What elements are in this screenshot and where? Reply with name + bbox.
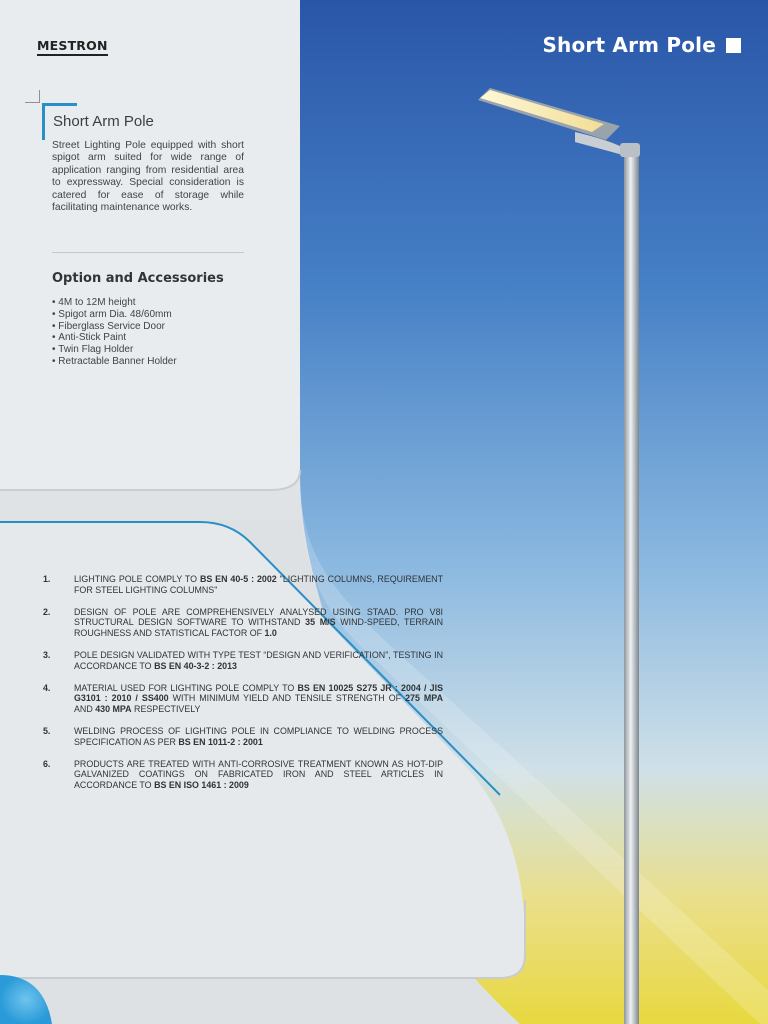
spec-item xyxy=(43,650,443,672)
crop-mark xyxy=(25,90,40,103)
spec-text xyxy=(74,683,443,715)
options-heading: Option and Accessories xyxy=(52,271,224,286)
spec-number: 2. xyxy=(43,606,51,617)
spec-text-segment: PRODUCTS ARE TREATED WITH ANTI-CORROSIVE TREATMENT KNOWN AS HOT-DIP GALVANIZED COATINGS ON FABRICATED IRON AND STEEL ARTICLES IN ACCORDANCE TO xyxy=(74,758,443,791)
square-icon xyxy=(726,38,741,53)
option-item: • Spigot arm Dia. 48/60mm xyxy=(52,309,177,321)
spec-number: 5. xyxy=(43,725,51,736)
spec-text-segment: DESIGN OF POLE ARE COMPREHENSIVELY ANALYSED USING STAAD. PRO V8I STRUCTURAL DESIGN SOFTWARE TO WITHSTAND xyxy=(74,606,443,628)
spec-text-segment: LIGHTING POLE COMPLY TO xyxy=(74,574,200,584)
spec-number: 1. xyxy=(43,574,51,584)
spec-text-segment: MATERIAL USED FOR LIGHTING POLE COMPLY TO xyxy=(74,682,298,693)
spec-item xyxy=(43,574,443,596)
spec-text xyxy=(74,574,443,596)
spec-text-segment: "LIGHTING COLUMNS, REQUIREMENT FOR STEEL LIGHTING COLUMNS" xyxy=(74,574,443,595)
spec-text-segment: WITH MINIMUM YIELD AND TENSILE STRENGTH OF xyxy=(168,693,406,704)
spec-text-segment: WIND-SPEED, TERRAIN ROUGHNESS AND STATISTICAL FACTOR OF xyxy=(74,617,443,639)
option-item: • Twin Flag Holder xyxy=(52,344,177,356)
spec-text-segment: AND xyxy=(74,704,96,715)
spec-item xyxy=(43,607,443,639)
spec-text-segment: RESPECTIVELY xyxy=(131,704,201,715)
spec-standard: 275 MPA xyxy=(405,693,443,704)
spec-text xyxy=(74,759,443,791)
spec-number: 6. xyxy=(43,758,51,769)
spec-number: 4. xyxy=(43,682,51,693)
option-item: • Anti-Stick Paint xyxy=(52,332,177,344)
spec-text-segment: POLE DESIGN VALIDATED WITH TYPE TEST “DESIGN AND VERIFICATION”, TESTING IN ACCORDANCE TO xyxy=(74,649,443,671)
spec-item xyxy=(43,683,443,715)
product-title: Short Arm Pole xyxy=(53,113,154,130)
spec-standard: BS EN 40-3-2 : 2013 xyxy=(154,660,237,671)
page-header xyxy=(542,33,741,57)
spec-text xyxy=(74,726,443,748)
brand-logo: MESTRON xyxy=(37,38,108,56)
option-item: • Fiberglass Service Door xyxy=(52,321,177,333)
spec-item xyxy=(43,726,443,748)
spec-standard: BS EN 40-5 : 2002 xyxy=(199,574,277,584)
spec-number: 3. xyxy=(43,649,51,660)
spec-text-segment: WELDING PROCESS OF LIGHTING POLE IN COMPLIANCE TO WELDING PROCESS SPECIFICATION AS PER xyxy=(74,725,443,747)
product-description: Street Lighting Pole equipped with short spigot arm suited for wide range of application ranging from residential area to expressway. Special consideration is catered for ease of storage while facilitating maintenance works. xyxy=(52,140,244,214)
section-divider xyxy=(52,252,244,253)
option-item: • 4M to 12M height xyxy=(52,297,177,309)
spec-text xyxy=(74,607,443,639)
spec-standard: BS EN 10025 S275 JR : 2004 / JIS G3101 : 2010 / SS400 xyxy=(74,682,443,704)
spec-standard: 430 MPA xyxy=(95,704,132,715)
option-item: • Retractable Banner Holder xyxy=(52,356,177,368)
options-list xyxy=(52,297,177,368)
spec-standard: 1.0 xyxy=(264,628,277,639)
spec-standard: BS EN ISO 1461 : 2009 xyxy=(154,780,249,791)
specification-list xyxy=(43,574,443,802)
spec-item xyxy=(43,759,443,791)
spec-text xyxy=(74,650,443,672)
spec-standard: 35 M/S xyxy=(305,617,336,628)
page-header-title: Short Arm Pole xyxy=(542,33,716,57)
spec-standard: BS EN 1011-2 : 2001 xyxy=(178,736,263,747)
